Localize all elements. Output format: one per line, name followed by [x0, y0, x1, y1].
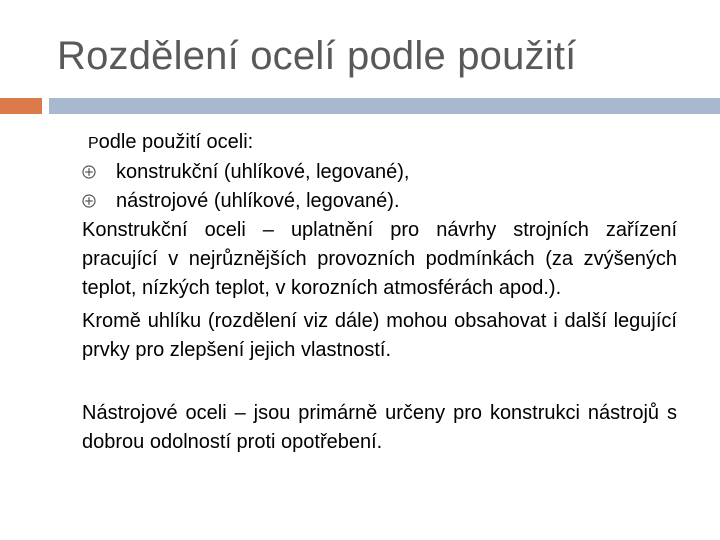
title-accent-bar — [0, 98, 42, 114]
paragraph-structural-steels: Konstrukční oceli – uplatnění pro návrhy strojních zařízení pracující v nejrůznějších provozních podmínkách (za zvýšených teplot, nízkých teplot, v korozních atmosférách apod.). — [82, 219, 677, 299]
slide-title: Rozdělení ocelí podle použití — [57, 34, 577, 78]
circled-cross-bullet-icon — [82, 165, 96, 179]
bullet-text: konstrukční (uhlíkové, legované), — [116, 161, 410, 183]
bullet-item — [82, 158, 677, 187]
bullet-text: nástrojové (uhlíkové, legované). — [116, 190, 400, 212]
bullet-item — [82, 187, 677, 216]
paragraph-tool-steels: Nástrojové oceli – jsou primárně určeny pro konstrukci nástrojů s dobrou odolností proti opotřebení. — [82, 402, 677, 453]
title-divider-bar — [49, 98, 720, 114]
circled-cross-bullet-icon — [82, 194, 96, 208]
lead-initial: P — [88, 135, 99, 152]
slide-body — [82, 128, 677, 457]
paragraph-alloying-elements: Kromě uhlíku (rozdělení viz dále) mohou obsahovat i další legující prvky pro zlepšení jejich vlastností. — [82, 310, 677, 361]
lead-line — [88, 128, 677, 158]
lead-text: odle použití oceli: — [98, 131, 254, 153]
